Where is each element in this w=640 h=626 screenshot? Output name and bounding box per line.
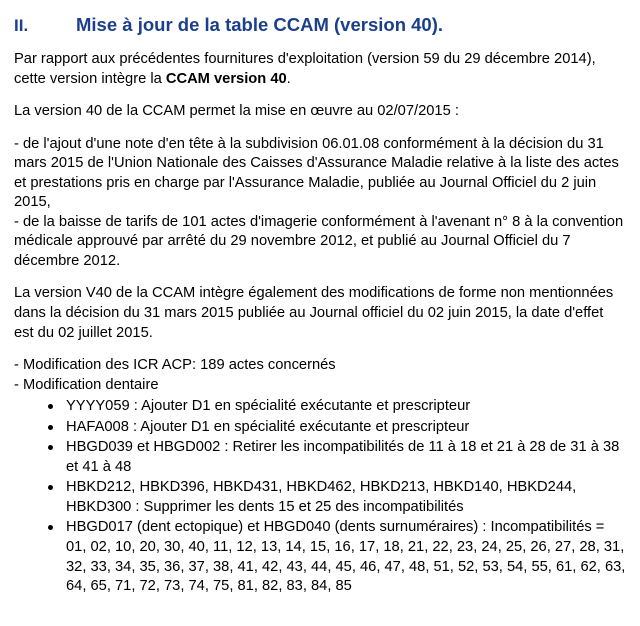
list-item: YYYY059 : Ajouter D1 en spécialité exécutante et prescripteur — [14, 397, 626, 417]
modification-dentaire: - Modification dentaire — [14, 376, 159, 393]
list-item: HAFA008 : Ajouter D1 en spécialité exécutante et prescripteur — [14, 418, 626, 438]
modifications-forme-paragraph: La version V40 de la CCAM intègre également des modifications de forme non mentionnées dans la décision du 31 mars 2015 publiée au Journal officiel du 02 juin 2015, la date d'effet est du 02 juillet 2015. — [14, 285, 614, 341]
section-heading — [14, 14, 626, 36]
page-title: Mise à jour de la table CCAM (version 40). — [76, 14, 444, 35]
list-item-baisse-tarifs: - de la baisse de tarifs de 101 actes d'imagerie conformément à l'avenant n° 8 à la convention médicale approuvé par arrêté du 29 novembre 2012, et publié au Journal Officiel du 7 décembre 2012. — [14, 213, 624, 269]
list-item: HBGD017 (dent ectopique) et HBGD040 (dents surnuméraires) : Incompatibilités = 01, 02, 10, 20, 30, 40, 11, 12, 13, 14, 15, 16, 17, 18, 21, 22, 23, 24, 25, 26, 27, 28, 31, 32, 33, 34, 35, 36, 37, 38, 41, 42, 43, 44, 45, 46, 47, 48, 51, 52, 53, 54, 55, 61, 62, 63, 64, 65, 71, 72, 73, 74, 75, 81, 82, 83, 84, 85 — [14, 518, 626, 596]
modification-icr-acp: - Modification des ICR ACP: 189 actes concernés — [14, 357, 336, 374]
list-item: HBGD039 et HBGD002 : Retirer les incompatibilités de 11 à 18 et 21 à 28 de 31 à 38 et 41 à 48 — [14, 438, 626, 477]
intro-text-part2: . — [286, 70, 291, 87]
list-item-note-subdivision: - de l'ajout d'une note d'en tête à la subdivision 06.01.08 conformément à la décision du 31 mars 2015 de l'Union Nationale des Caisses d'Assurance Maladie relative à la liste des actes et prestations pris en charge par l'Assurance Maladie, publiée au Journal Officiel du 2 juin 2015, — [14, 135, 619, 211]
dental-modifications-list — [14, 397, 626, 596]
version-intro-paragraph: La version 40 de la CCAM permet la mise en œuvre au 02/07/2015 : — [14, 103, 459, 120]
ccam-version-bold: CCAM version 40 — [165, 70, 287, 87]
list-item: HBKD212, HBKD396, HBKD431, HBKD462, HBKD213, HBKD140, HBKD244, HBKD300 : Supprimer les dents 15 et 25 des incompatibilités — [14, 478, 626, 517]
section-number: II. — [14, 16, 29, 35]
intro-text-part1: Par rapport aux précédentes fournitures d'exploitation (version 59 du 29 décembre 2014), cette version intègre la — [14, 51, 596, 87]
intro-paragraph — [14, 50, 626, 89]
